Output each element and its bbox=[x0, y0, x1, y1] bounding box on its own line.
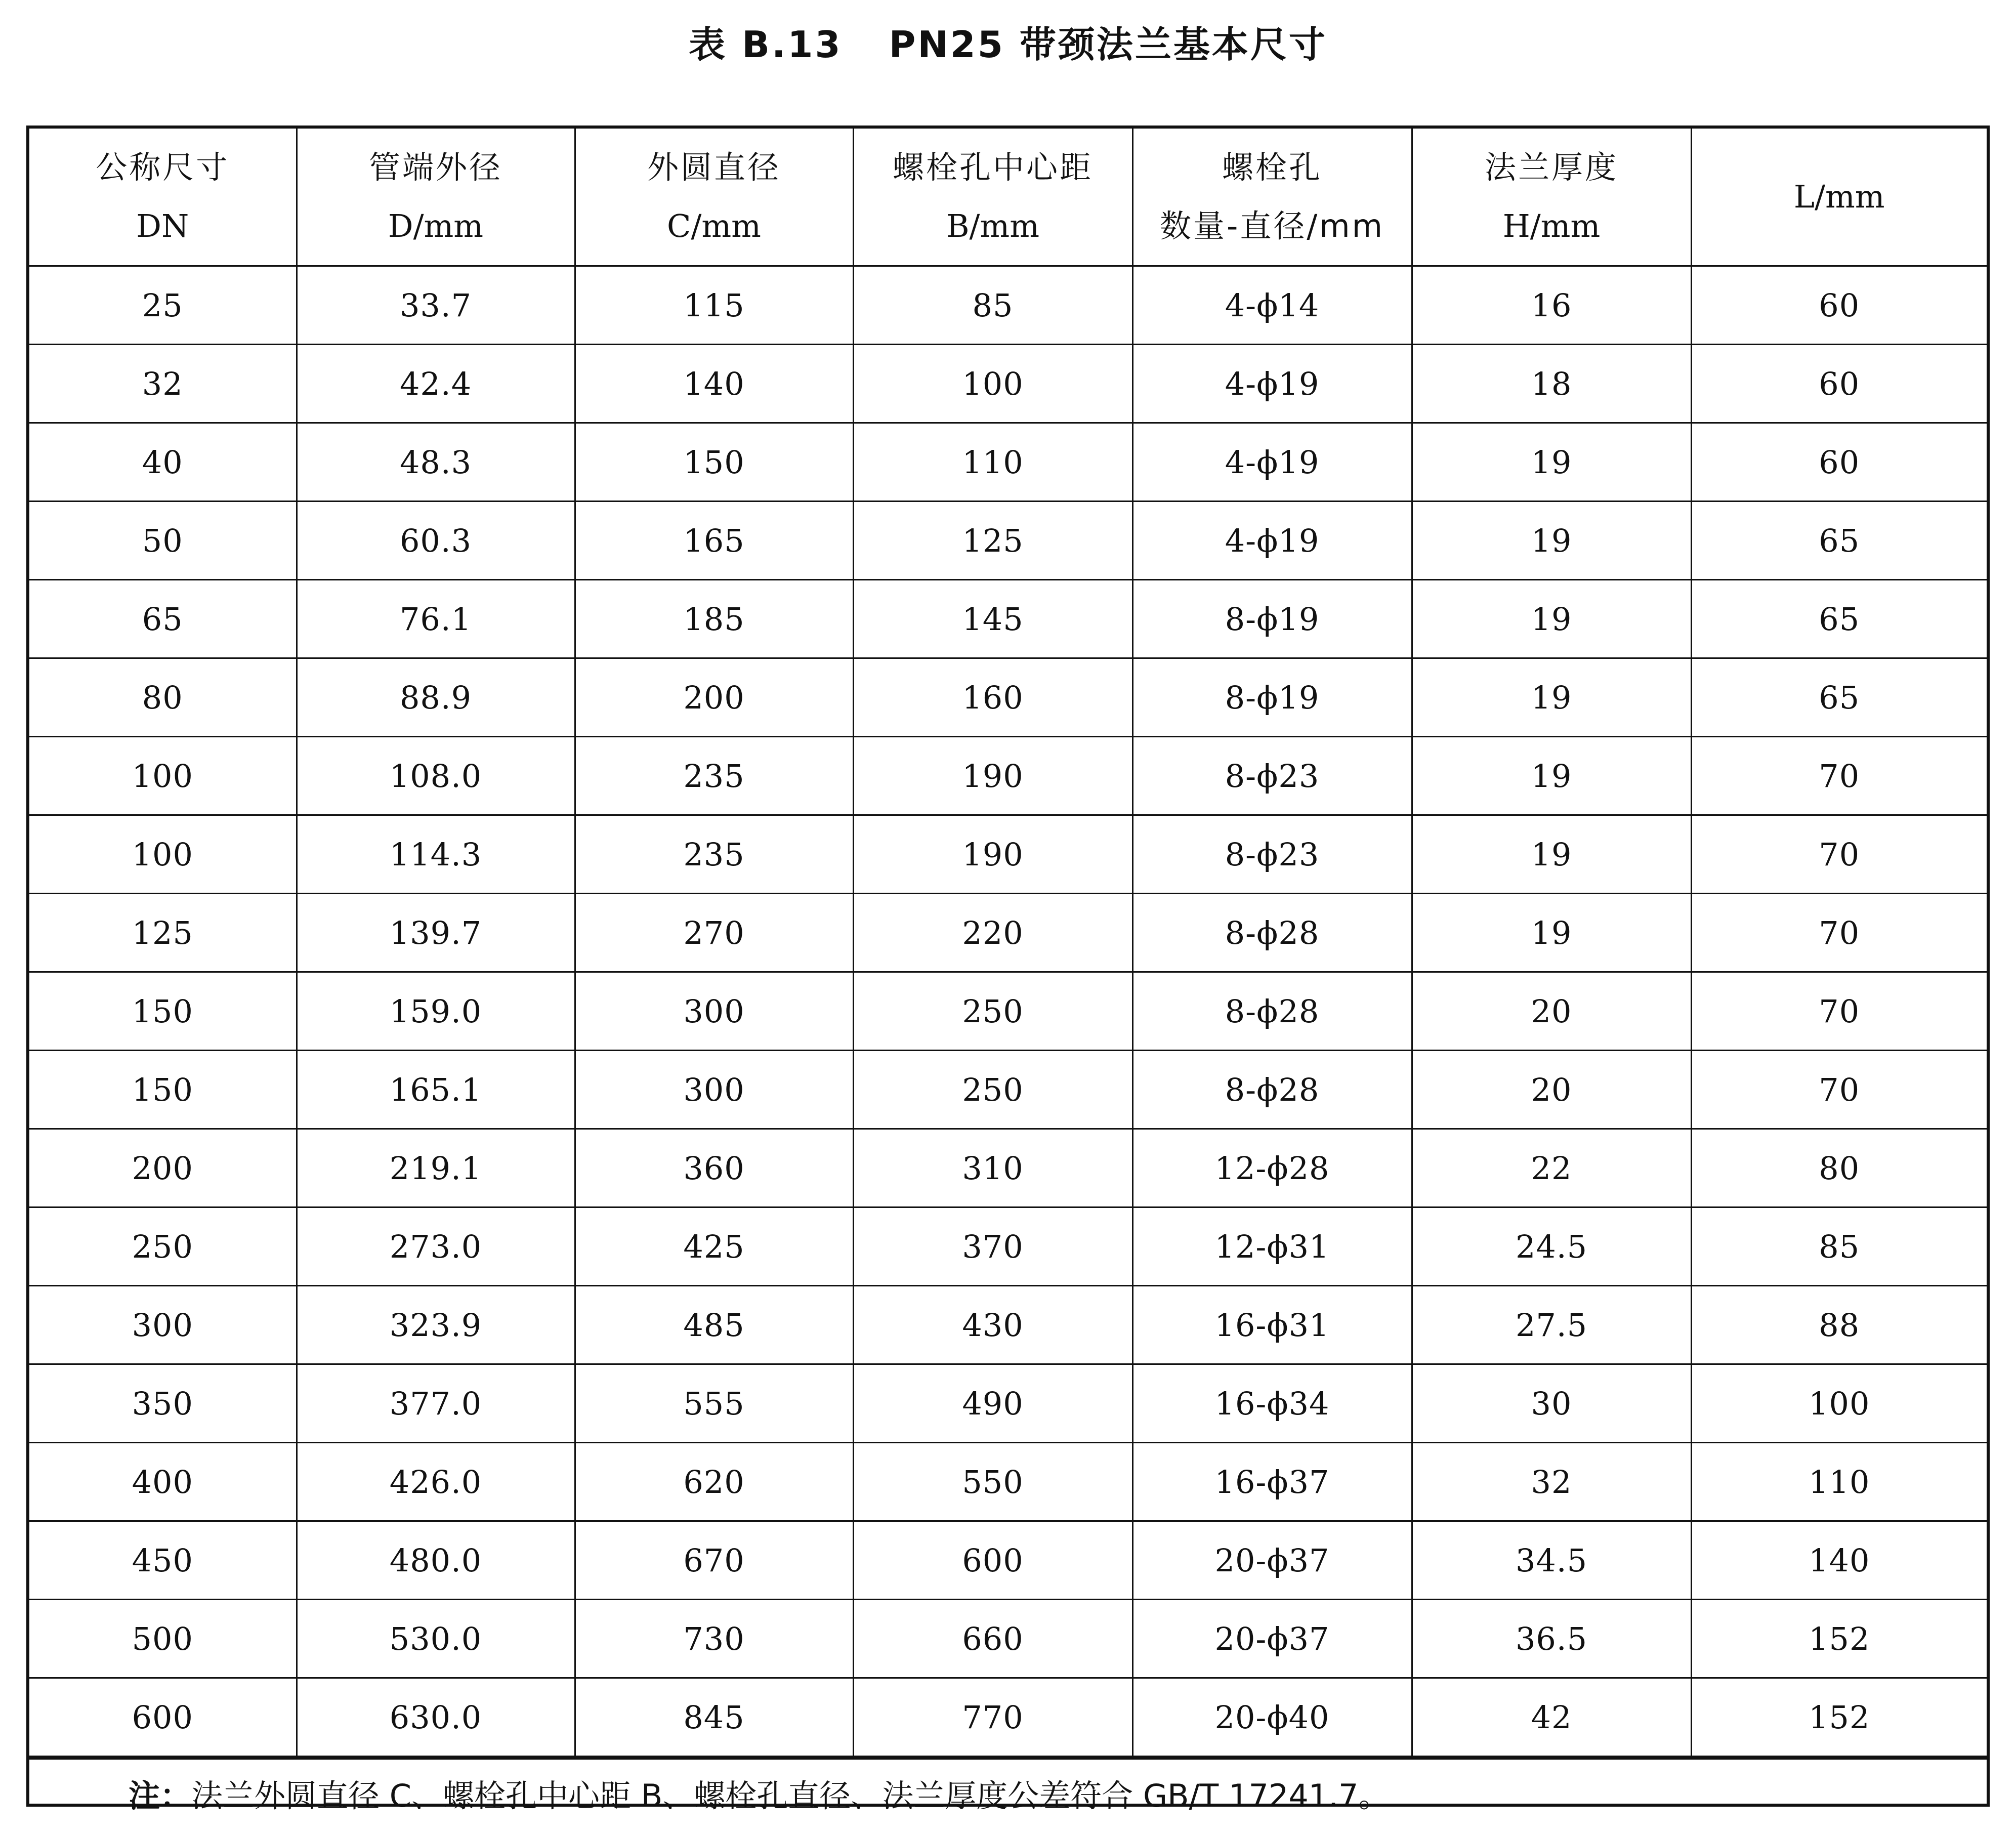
cell-bolt-holes: 8-ϕ19 bbox=[1132, 658, 1412, 737]
cell-thickness: 27.5 bbox=[1412, 1286, 1691, 1364]
cell-circle-diameter: 845 bbox=[575, 1678, 853, 1757]
cell-circle-diameter: 300 bbox=[575, 1051, 853, 1129]
cell-length: 70 bbox=[1691, 737, 1987, 815]
cell-thickness: 36.5 bbox=[1412, 1600, 1691, 1678]
cell-dn: 100 bbox=[29, 815, 297, 894]
cell-thickness: 16 bbox=[1412, 266, 1691, 345]
table-title bbox=[0, 19, 2016, 70]
table-row bbox=[29, 580, 1987, 658]
cell-circle-diameter: 485 bbox=[575, 1286, 853, 1364]
cell-dn: 150 bbox=[29, 972, 297, 1051]
cell-length: 110 bbox=[1691, 1443, 1987, 1521]
cell-outer-diameter: 76.1 bbox=[297, 580, 575, 658]
cell-outer-diameter: 530.0 bbox=[297, 1600, 575, 1678]
cell-bolt-pitch: 250 bbox=[853, 1051, 1132, 1129]
table-row bbox=[29, 1051, 1987, 1129]
cell-circle-diameter: 165 bbox=[575, 502, 853, 580]
flange-table bbox=[26, 126, 1990, 1814]
cell-thickness: 19 bbox=[1412, 894, 1691, 972]
cell-length: 70 bbox=[1691, 894, 1987, 972]
cell-thickness: 19 bbox=[1412, 502, 1691, 580]
cell-thickness: 32 bbox=[1412, 1443, 1691, 1521]
cell-circle-diameter: 730 bbox=[575, 1600, 853, 1678]
cell-bolt-holes: 8-ϕ28 bbox=[1132, 1051, 1412, 1129]
cell-bolt-pitch: 250 bbox=[853, 972, 1132, 1051]
cell-thickness: 24.5 bbox=[1412, 1207, 1691, 1286]
cell-outer-diameter: 33.7 bbox=[297, 266, 575, 345]
cell-bolt-pitch: 770 bbox=[853, 1678, 1132, 1757]
cell-outer-diameter: 377.0 bbox=[297, 1364, 575, 1443]
cell-bolt-pitch: 190 bbox=[853, 815, 1132, 894]
table-row bbox=[29, 266, 1987, 345]
cell-length: 152 bbox=[1691, 1600, 1987, 1678]
cell-bolt-pitch: 110 bbox=[853, 423, 1132, 502]
cell-length: 60 bbox=[1691, 345, 1987, 423]
cell-bolt-pitch: 160 bbox=[853, 658, 1132, 737]
cell-circle-diameter: 360 bbox=[575, 1129, 853, 1207]
cell-circle-diameter: 150 bbox=[575, 423, 853, 502]
cell-circle-diameter: 185 bbox=[575, 580, 853, 658]
cell-outer-diameter: 60.3 bbox=[297, 502, 575, 580]
cell-thickness: 18 bbox=[1412, 345, 1691, 423]
cell-length: 60 bbox=[1691, 423, 1987, 502]
cell-length: 88 bbox=[1691, 1286, 1987, 1364]
cell-length: 70 bbox=[1691, 815, 1987, 894]
table-row bbox=[29, 1443, 1987, 1521]
table-row bbox=[29, 1129, 1987, 1207]
cell-thickness: 19 bbox=[1412, 815, 1691, 894]
cell-circle-diameter: 140 bbox=[575, 345, 853, 423]
cell-length: 85 bbox=[1691, 1207, 1987, 1286]
cell-thickness: 30 bbox=[1412, 1364, 1691, 1443]
cell-bolt-holes: 8-ϕ23 bbox=[1132, 737, 1412, 815]
cell-dn: 250 bbox=[29, 1207, 297, 1286]
table-caption: PN25 带颈法兰基本尺寸 bbox=[889, 23, 1327, 66]
cell-bolt-holes: 4-ϕ19 bbox=[1132, 423, 1412, 502]
cell-bolt-pitch: 550 bbox=[853, 1443, 1132, 1521]
cell-bolt-pitch: 190 bbox=[853, 737, 1132, 815]
cell-dn: 100 bbox=[29, 737, 297, 815]
cell-thickness: 20 bbox=[1412, 1051, 1691, 1129]
cell-bolt-holes: 8-ϕ28 bbox=[1132, 972, 1412, 1051]
cell-dn: 600 bbox=[29, 1678, 297, 1757]
cell-bolt-holes: 8-ϕ23 bbox=[1132, 815, 1412, 894]
note-text: 法兰外圆直径 C、螺栓孔中心距 B、螺栓孔直径、法兰厚度公差符合 GB/T 17241.7。 bbox=[191, 1777, 1390, 1814]
dimension-table bbox=[29, 129, 1987, 1757]
cell-bolt-holes: 8-ϕ19 bbox=[1132, 580, 1412, 658]
cell-dn: 80 bbox=[29, 658, 297, 737]
cell-thickness: 19 bbox=[1412, 580, 1691, 658]
cell-outer-diameter: 108.0 bbox=[297, 737, 575, 815]
cell-circle-diameter: 670 bbox=[575, 1521, 853, 1600]
cell-bolt-pitch: 125 bbox=[853, 502, 1132, 580]
cell-thickness: 19 bbox=[1412, 658, 1691, 737]
cell-bolt-holes: 12-ϕ28 bbox=[1132, 1129, 1412, 1207]
cell-dn: 32 bbox=[29, 345, 297, 423]
cell-thickness: 22 bbox=[1412, 1129, 1691, 1207]
table-row bbox=[29, 972, 1987, 1051]
cell-outer-diameter: 165.1 bbox=[297, 1051, 575, 1129]
cell-bolt-pitch: 660 bbox=[853, 1600, 1132, 1678]
cell-dn: 150 bbox=[29, 1051, 297, 1129]
table-row bbox=[29, 658, 1987, 737]
table-row bbox=[29, 894, 1987, 972]
cell-thickness: 20 bbox=[1412, 972, 1691, 1051]
cell-bolt-pitch: 100 bbox=[853, 345, 1132, 423]
cell-length: 65 bbox=[1691, 580, 1987, 658]
header-dn: 公称尺寸 DN bbox=[29, 129, 297, 266]
cell-bolt-holes: 16-ϕ37 bbox=[1132, 1443, 1412, 1521]
cell-circle-diameter: 270 bbox=[575, 894, 853, 972]
table-row bbox=[29, 345, 1987, 423]
cell-dn: 200 bbox=[29, 1129, 297, 1207]
cell-bolt-holes: 4-ϕ14 bbox=[1132, 266, 1412, 345]
cell-outer-diameter: 139.7 bbox=[297, 894, 575, 972]
cell-bolt-holes: 4-ϕ19 bbox=[1132, 345, 1412, 423]
cell-bolt-pitch: 310 bbox=[853, 1129, 1132, 1207]
cell-outer-diameter: 114.3 bbox=[297, 815, 575, 894]
cell-outer-diameter: 630.0 bbox=[297, 1678, 575, 1757]
cell-bolt-holes: 8-ϕ28 bbox=[1132, 894, 1412, 972]
cell-length: 100 bbox=[1691, 1364, 1987, 1443]
cell-circle-diameter: 425 bbox=[575, 1207, 853, 1286]
cell-thickness: 19 bbox=[1412, 423, 1691, 502]
cell-bolt-holes: 20-ϕ37 bbox=[1132, 1521, 1412, 1600]
table-note bbox=[29, 1757, 1987, 1834]
cell-outer-diameter: 323.9 bbox=[297, 1286, 575, 1364]
cell-dn: 500 bbox=[29, 1600, 297, 1678]
cell-thickness: 42 bbox=[1412, 1678, 1691, 1757]
table-row bbox=[29, 1600, 1987, 1678]
cell-circle-diameter: 235 bbox=[575, 815, 853, 894]
table-row bbox=[29, 1678, 1987, 1757]
table-row bbox=[29, 502, 1987, 580]
cell-bolt-pitch: 600 bbox=[853, 1521, 1132, 1600]
header-b: 螺栓孔中心距 B/mm bbox=[853, 129, 1132, 266]
header-row bbox=[29, 129, 1987, 266]
cell-circle-diameter: 555 bbox=[575, 1364, 853, 1443]
cell-bolt-holes: 20-ϕ40 bbox=[1132, 1678, 1412, 1757]
cell-length: 65 bbox=[1691, 502, 1987, 580]
cell-length: 60 bbox=[1691, 266, 1987, 345]
cell-outer-diameter: 273.0 bbox=[297, 1207, 575, 1286]
cell-bolt-pitch: 220 bbox=[853, 894, 1132, 972]
cell-dn: 125 bbox=[29, 894, 297, 972]
cell-dn: 50 bbox=[29, 502, 297, 580]
cell-thickness: 34.5 bbox=[1412, 1521, 1691, 1600]
cell-outer-diameter: 219.1 bbox=[297, 1129, 575, 1207]
cell-circle-diameter: 235 bbox=[575, 737, 853, 815]
cell-outer-diameter: 88.9 bbox=[297, 658, 575, 737]
cell-length: 80 bbox=[1691, 1129, 1987, 1207]
cell-bolt-holes: 4-ϕ19 bbox=[1132, 502, 1412, 580]
cell-bolt-holes: 16-ϕ34 bbox=[1132, 1364, 1412, 1443]
table-number: 表 B.13 bbox=[689, 23, 843, 66]
cell-dn: 350 bbox=[29, 1364, 297, 1443]
cell-length: 152 bbox=[1691, 1678, 1987, 1757]
cell-dn: 65 bbox=[29, 580, 297, 658]
cell-bolt-pitch: 85 bbox=[853, 266, 1132, 345]
cell-bolt-pitch: 145 bbox=[853, 580, 1132, 658]
cell-length: 70 bbox=[1691, 972, 1987, 1051]
cell-outer-diameter: 48.3 bbox=[297, 423, 575, 502]
cell-bolt-pitch: 490 bbox=[853, 1364, 1132, 1443]
cell-circle-diameter: 300 bbox=[575, 972, 853, 1051]
cell-bolt-holes: 16-ϕ31 bbox=[1132, 1286, 1412, 1364]
table-row bbox=[29, 737, 1987, 815]
cell-outer-diameter: 159.0 bbox=[297, 972, 575, 1051]
table-row bbox=[29, 1521, 1987, 1600]
cell-dn: 450 bbox=[29, 1521, 297, 1600]
table-body bbox=[29, 266, 1987, 1757]
cell-circle-diameter: 620 bbox=[575, 1443, 853, 1521]
table-row bbox=[29, 1207, 1987, 1286]
cell-thickness: 19 bbox=[1412, 737, 1691, 815]
note-prefix: 注： bbox=[129, 1777, 192, 1814]
cell-bolt-holes: 20-ϕ37 bbox=[1132, 1600, 1412, 1678]
cell-dn: 25 bbox=[29, 266, 297, 345]
cell-dn: 40 bbox=[29, 423, 297, 502]
header-bolt-holes: 螺栓孔 数量-直径/mm bbox=[1132, 129, 1412, 266]
cell-outer-diameter: 426.0 bbox=[297, 1443, 575, 1521]
header-d: 管端外径 D/mm bbox=[297, 129, 575, 266]
cell-dn: 300 bbox=[29, 1286, 297, 1364]
table-row bbox=[29, 815, 1987, 894]
cell-length: 70 bbox=[1691, 1051, 1987, 1129]
cell-dn: 400 bbox=[29, 1443, 297, 1521]
cell-bolt-pitch: 370 bbox=[853, 1207, 1132, 1286]
header-c: 外圆直径 C/mm bbox=[575, 129, 853, 266]
cell-bolt-pitch: 430 bbox=[853, 1286, 1132, 1364]
cell-outer-diameter: 42.4 bbox=[297, 345, 575, 423]
table-row bbox=[29, 1286, 1987, 1364]
cell-circle-diameter: 200 bbox=[575, 658, 853, 737]
cell-outer-diameter: 480.0 bbox=[297, 1521, 575, 1600]
cell-circle-diameter: 115 bbox=[575, 266, 853, 345]
table-row bbox=[29, 1364, 1987, 1443]
table-row bbox=[29, 423, 1987, 502]
header-h: 法兰厚度 H/mm bbox=[1412, 129, 1691, 266]
header-l: L/mm bbox=[1691, 129, 1987, 266]
cell-length: 65 bbox=[1691, 658, 1987, 737]
cell-bolt-holes: 12-ϕ31 bbox=[1132, 1207, 1412, 1286]
cell-length: 140 bbox=[1691, 1521, 1987, 1600]
